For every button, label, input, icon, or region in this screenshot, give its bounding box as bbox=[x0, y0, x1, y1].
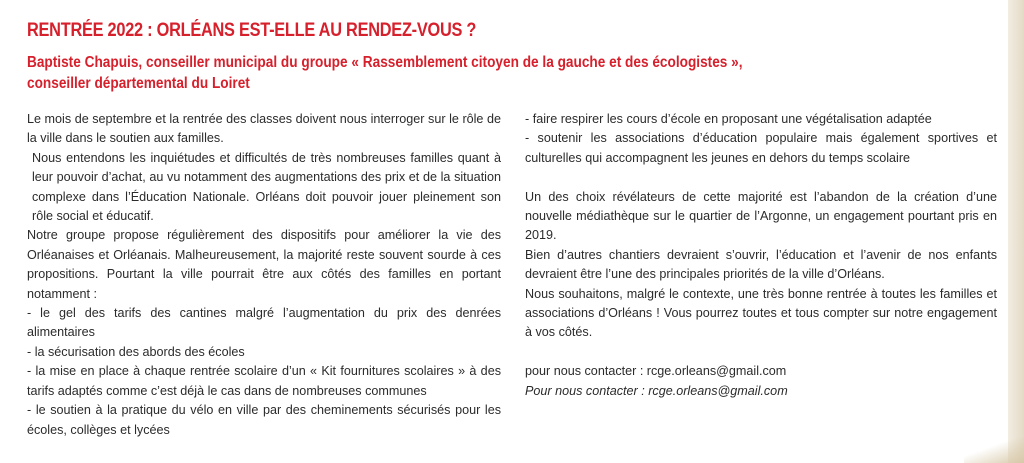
list-item-cycling: - le soutien à la pratique du vélo en ville par des cheminements sécurisés pour les écoles, collèges et lycées bbox=[27, 403, 501, 437]
spacer bbox=[525, 168, 997, 187]
paragraph-proposals: Notre groupe propose régulièrement des dispositifs pour améliorer la vie des Orléanaises et Orléanais. Malheureusement, la majorité reste souvent sourde à ces propositions. Pourtant la ville pourrait être aux côtés des familles en portant notamment : bbox=[27, 228, 501, 301]
paragraph-wishes: Nous souhaitons, malgré le contexte, une très bonne rentrée à toutes les familles et associations d’Orléans ! Vous pourrez toutes et tous compter sur notre engagement à vos côtés. bbox=[525, 286, 997, 340]
paragraph-concerns: Nous entendons les inquiétudes et difficultés de très nombreuses familles quant à leur pouvoir d’achat, au vu notamment des augmentations des prix et de la situation complexe dans l’Éducation Nationale. Orléans doit pouvoir jouer pleinement son rôle social et éducatif. bbox=[32, 150, 501, 224]
article-author bbox=[27, 52, 819, 94]
paragraph-priorities: Bien d’autres chantiers devraient s’ouvrir, l’éducation et l’avenir de nos enfants devraient être l’une des principales priorités de la ville d’Orléans. bbox=[525, 247, 997, 282]
page-corner-shadow bbox=[964, 437, 1024, 463]
list-item-associations: - soutenir les associations d’éducation populaire mais également sportives et culturelles qui accompagnent les jeunes en dehors du temps scolaire bbox=[525, 131, 997, 165]
list-item-school-safety: - la sécurisation des abords des écoles bbox=[27, 344, 245, 359]
spacer bbox=[525, 343, 997, 362]
list-item-school-kit: - la mise en place à chaque rentrée scolaire d’un « Kit fournitures scolaires » à des tarifs adaptés comme c’est déjà le cas dans de nombreuses communes bbox=[27, 364, 501, 398]
paragraph-library: Un des choix révélateurs de cette majorité est l’abandon de la création d’une nouvelle médiathèque sur le quartier de l’Argonne, un engagement pourtant pris en 2019. bbox=[525, 189, 997, 243]
page-edge bbox=[1008, 0, 1024, 463]
contact-line: pour nous contacter : rcge.orleans@gmail.com bbox=[525, 364, 787, 379]
list-item-canteen: - le gel des tarifs des cantines malgré l’augmentation du prix des denrées alimentaires bbox=[27, 306, 501, 340]
article-title: RENTRÉE 2022 : ORLÉANS EST-ELLE AU RENDEZ-VOUS ? bbox=[27, 20, 477, 41]
author-line-2: conseiller départemental du Loiret bbox=[27, 75, 250, 92]
contact-line-italic: Pour nous contacter : rcge.orleans@gmail.com bbox=[525, 383, 788, 398]
author-line-1: Baptiste Chapuis, conseiller municipal du groupe « Rassemblement citoyen de la gauche et des écologistes », bbox=[27, 54, 743, 71]
right-column bbox=[525, 110, 997, 401]
left-column bbox=[27, 110, 501, 440]
paragraph-intro: Le mois de septembre et la rentrée des classes doivent nous interroger sur le rôle de la ville dans le soutien aux familles. bbox=[27, 112, 501, 146]
list-item-greening: - faire respirer les cours d’école en proposant une végétalisation adaptée bbox=[525, 112, 932, 126]
